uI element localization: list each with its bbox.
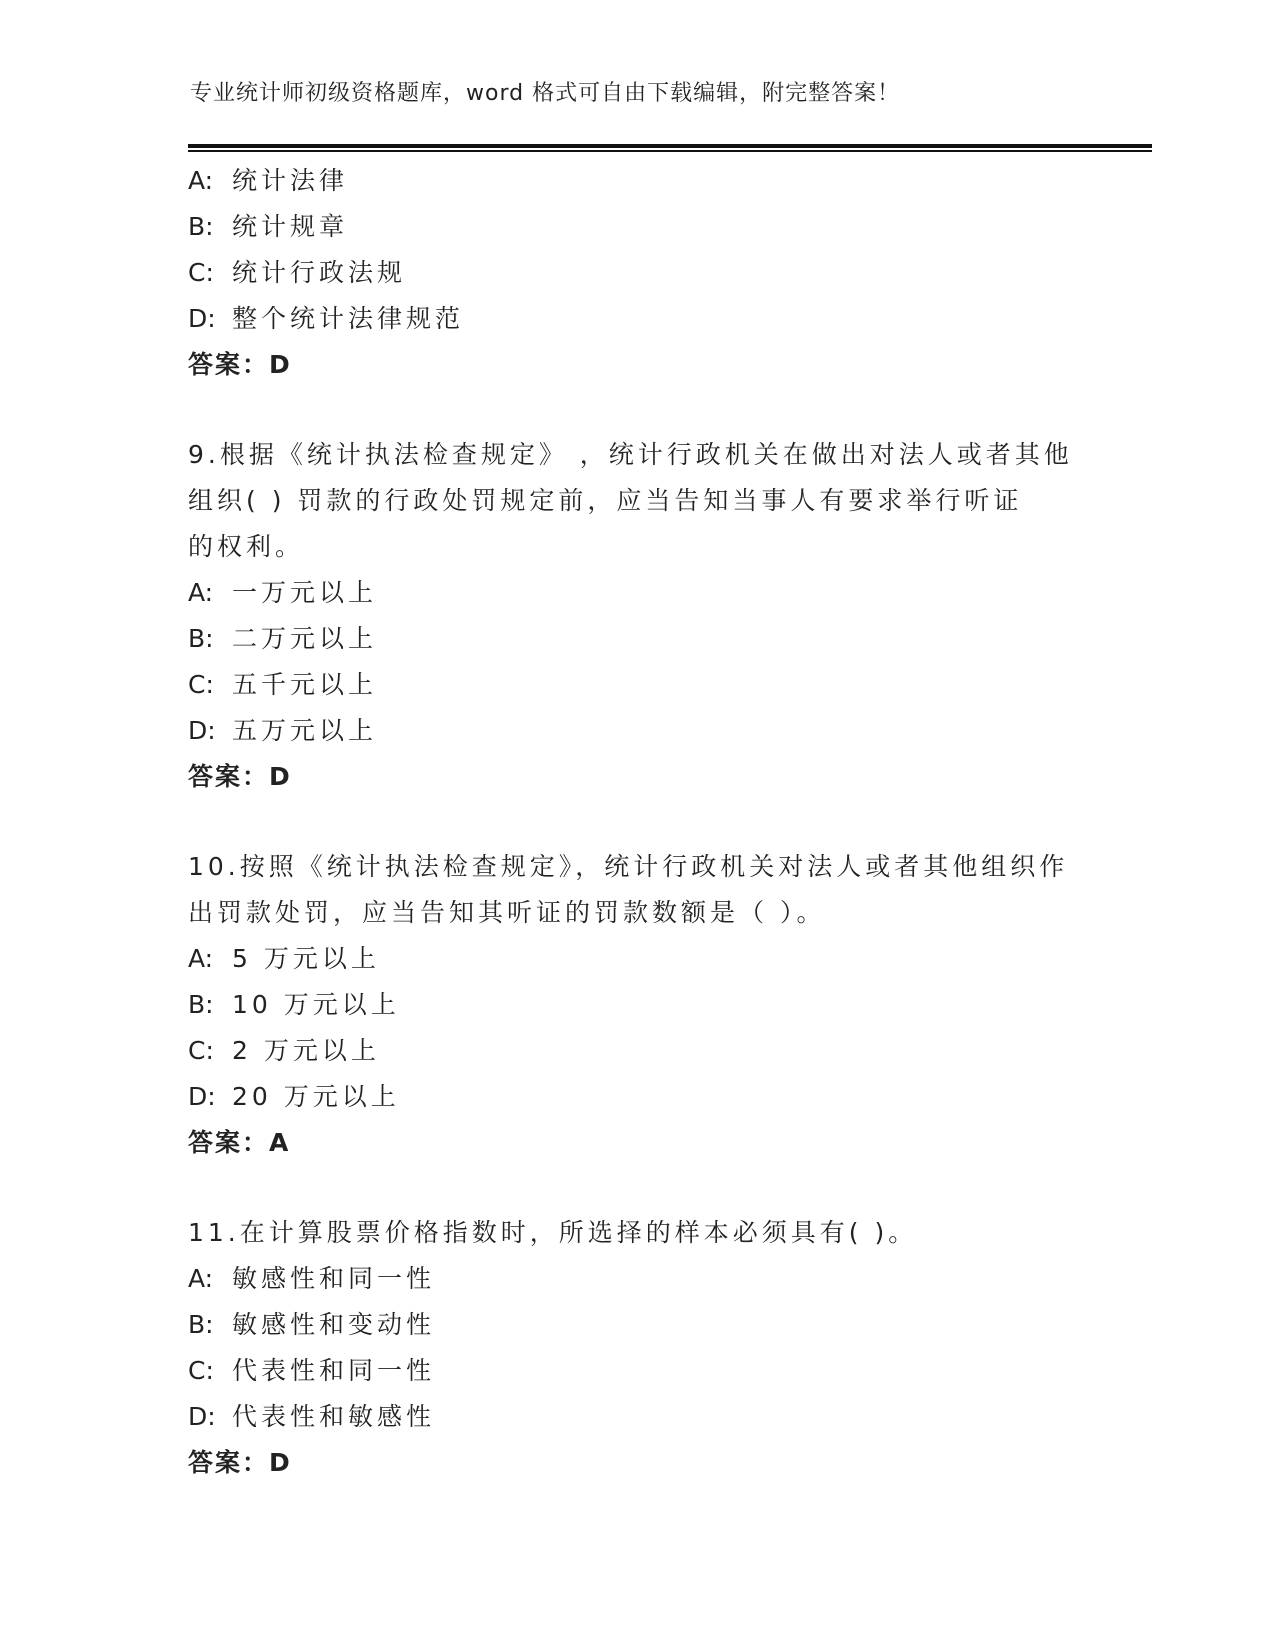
option-label: A: — [188, 166, 214, 195]
option-text: 5 万元以上 — [232, 944, 380, 973]
option-label: B: — [188, 624, 214, 653]
option-a — [188, 936, 1088, 982]
option-d — [188, 1394, 1088, 1440]
option-a — [188, 570, 1088, 616]
option-text: 二万元以上 — [232, 624, 378, 653]
option-text: 10 万元以上 — [232, 990, 400, 1019]
answer-line: 答案：A — [188, 1128, 291, 1157]
question-stem-line: 组织( ) 罚款的行政处罚规定前，应当告知当事人有要求举行听证 — [188, 486, 1023, 515]
option-text: 敏感性和同一性 — [232, 1264, 436, 1293]
spacer — [188, 388, 1088, 432]
option-label: D: — [188, 1082, 216, 1111]
option-b — [188, 982, 1088, 1028]
spacer — [188, 800, 1088, 844]
option-text: 统计规章 — [232, 212, 349, 241]
header-divider-thin — [188, 150, 1152, 152]
option-label: A: — [188, 578, 214, 607]
option-a — [188, 1256, 1088, 1302]
option-d — [188, 708, 1088, 754]
option-label: B: — [188, 1310, 214, 1339]
question-stem-line: 11.在计算股票价格指数时，所选择的样本必须具有( )。 — [188, 1218, 918, 1247]
option-c — [188, 1028, 1088, 1074]
option-label: C: — [188, 670, 214, 699]
option-text: 统计法律 — [232, 166, 349, 195]
answer-line: 答案：D — [188, 762, 292, 791]
spacer — [188, 1166, 1088, 1210]
option-b — [188, 1302, 1088, 1348]
option-text: 五千元以上 — [232, 670, 378, 699]
page-header: 专业统计师初级资格题库，word 格式可自由下载编辑，附完整答案！ — [190, 81, 901, 106]
question-list — [188, 158, 1088, 1486]
option-text: 敏感性和变动性 — [232, 1310, 436, 1339]
option-label: B: — [188, 990, 214, 1019]
option-text: 20 万元以上 — [232, 1082, 400, 1111]
option-label: A: — [188, 1264, 214, 1293]
option-a — [188, 158, 1088, 204]
option-c — [188, 662, 1088, 708]
option-label: C: — [188, 1036, 214, 1065]
question-stem-line: 9.根据《统计执法检查规定》 ，统计行政机关在做出对法人或者其他 — [188, 440, 1073, 469]
option-text: 整个统计法律规范 — [232, 304, 465, 333]
option-text: 2 万元以上 — [232, 1036, 380, 1065]
question-stem-line: 10.按照《统计执法检查规定》，统计行政机关对法人或者其他组织作 — [188, 852, 1069, 881]
option-label: B: — [188, 212, 214, 241]
option-d — [188, 1074, 1088, 1120]
option-label: A: — [188, 944, 214, 973]
answer-line: 答案：D — [188, 350, 292, 379]
option-d — [188, 296, 1088, 342]
question-stem-line: 的权利。 — [188, 532, 305, 561]
option-text: 代表性和敏感性 — [232, 1402, 436, 1431]
option-c — [188, 250, 1088, 296]
option-label: C: — [188, 1356, 214, 1385]
header-divider — [188, 144, 1152, 152]
option-label: D: — [188, 716, 216, 745]
option-label: D: — [188, 304, 216, 333]
option-b — [188, 204, 1088, 250]
question-9 — [188, 432, 1088, 800]
question-stem-line: 出罚款处罚，应当告知其听证的罚款数额是（ ）。 — [188, 898, 826, 927]
option-c — [188, 1348, 1088, 1394]
option-text: 代表性和同一性 — [232, 1356, 436, 1385]
question-11 — [188, 1210, 1088, 1486]
option-text: 五万元以上 — [232, 716, 378, 745]
question-10 — [188, 844, 1088, 1166]
option-label: C: — [188, 258, 214, 287]
answer-line: 答案：D — [188, 1448, 292, 1477]
option-label: D: — [188, 1402, 216, 1431]
carryover-block — [188, 158, 1088, 388]
header-divider-thick — [188, 144, 1152, 148]
option-text: 统计行政法规 — [232, 258, 407, 287]
option-b — [188, 616, 1088, 662]
option-text: 一万元以上 — [232, 578, 378, 607]
